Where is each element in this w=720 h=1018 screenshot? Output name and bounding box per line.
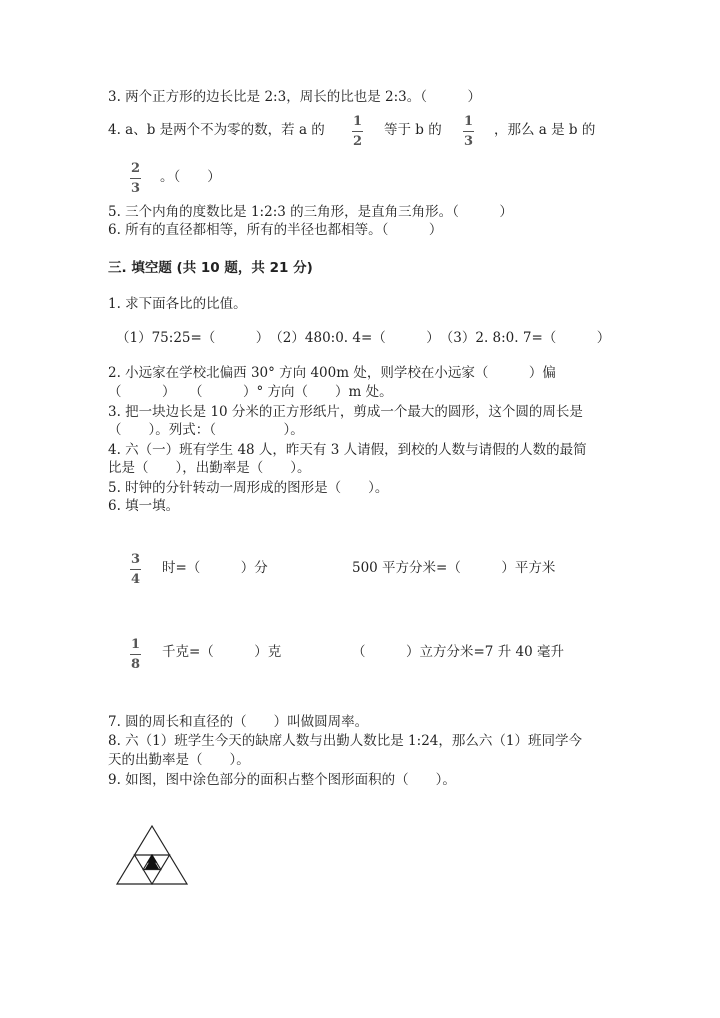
judge-q4-part-d: 。（ ） bbox=[160, 169, 221, 185]
fraction-bar bbox=[130, 569, 141, 570]
fill-q3-line2: （ ）。列式：（ ）。 bbox=[108, 422, 304, 438]
fraction-numerator: 1 bbox=[130, 637, 141, 652]
section-title: 三. 填空题 (共 10 题，共 21 分) bbox=[108, 260, 313, 276]
fill-q1-items: （1）75:25=（ ） （2）480:0. 4=（ ） （3）2. 8:0. 7=（ ） bbox=[116, 330, 611, 346]
judge-q4-part-c: ，那么 a 是 b 的 bbox=[494, 122, 596, 138]
fraction-numerator: 1 bbox=[463, 114, 474, 129]
fill-q5: 5. 时钟的分针转动一周形成的图形是（ ）。 bbox=[108, 480, 389, 496]
fill-q6-item-a: 时=（ ）分 bbox=[162, 560, 268, 576]
fill-q4-line1: 4. 六（一）班有学生 48 人，昨天有 3 人请假，到校的人数与请假的人数的最简 bbox=[108, 442, 587, 458]
fraction-denominator: 8 bbox=[130, 657, 141, 672]
fraction-three-quarters bbox=[130, 552, 141, 587]
fill-q7: 7. 圆的周长和直径的（ ）叫做圆周率。 bbox=[108, 714, 369, 730]
fraction-denominator: 3 bbox=[130, 181, 141, 196]
fraction-bar bbox=[130, 178, 141, 179]
judge-q4-part-b: 等于 b 的 bbox=[384, 122, 442, 138]
fill-q9: 9. 如图，图中涂色部分的面积占整个图形面积的（ ）。 bbox=[108, 772, 456, 788]
fraction-one-eighth bbox=[130, 637, 141, 672]
fraction-numerator: 2 bbox=[130, 161, 141, 176]
nested-triangle-figure bbox=[112, 822, 192, 892]
judge-q5: 5. 三个内角的度数比是 1:2:3 的三角形，是直角三角形。（ ） bbox=[108, 204, 513, 220]
fraction-denominator: 2 bbox=[352, 134, 363, 149]
fraction-bar bbox=[463, 131, 474, 132]
fill-q6-item-d: （ ）立方分米=7 升 40 毫升 bbox=[352, 644, 564, 660]
fill-q2-line1: 2. 小远家在学校北偏西 30° 方向 400m 处，则学校在小远家（ ）偏 bbox=[108, 365, 556, 381]
fill-q1: 1. 求下面各比的比值。 bbox=[108, 296, 247, 312]
fraction-bar bbox=[352, 131, 363, 132]
judge-q4-part-a: 4. a、b 是两个不为零的数，若 a 的 bbox=[108, 122, 325, 138]
fill-q6: 6. 填一填。 bbox=[108, 498, 180, 514]
fraction-one-third bbox=[463, 114, 474, 149]
fraction-numerator: 1 bbox=[352, 114, 363, 129]
judge-q3: 3. 两个正方形的边长比是 2:3，周长的比也是 2:3。（ ） bbox=[108, 89, 481, 105]
fill-q6-item-c: 千克=（ ）克 bbox=[162, 644, 282, 660]
fill-q2-line2: （ ） （ ）° 方向（ ）m 处。 bbox=[108, 384, 393, 400]
fill-q6-item-b: 500 平方分米=（ ）平方米 bbox=[352, 560, 556, 576]
fraction-numerator: 3 bbox=[130, 552, 141, 567]
fill-q8-line1: 8. 六（1）班学生今天的缺席人数与出勤人数比是 1:24，那么六（1）班同学今 bbox=[108, 733, 582, 749]
fraction-bar bbox=[130, 654, 141, 655]
fill-q3-line1: 3. 把一块边长是 10 分米的正方形纸片，剪成一个最大的圆形，这个圆的周长是 bbox=[108, 404, 583, 420]
judge-q6: 6. 所有的直径都相等，所有的半径也都相等。（ ） bbox=[108, 222, 443, 238]
fraction-denominator: 3 bbox=[463, 134, 474, 149]
fill-q4-line2: 比是（ ），出勤率是（ ）。 bbox=[108, 460, 311, 476]
fraction-two-thirds bbox=[130, 161, 141, 196]
fill-q8-line2: 天的出勤率是（ ）。 bbox=[108, 752, 250, 768]
fraction-denominator: 4 bbox=[130, 572, 141, 587]
fraction-one-half bbox=[352, 114, 363, 149]
